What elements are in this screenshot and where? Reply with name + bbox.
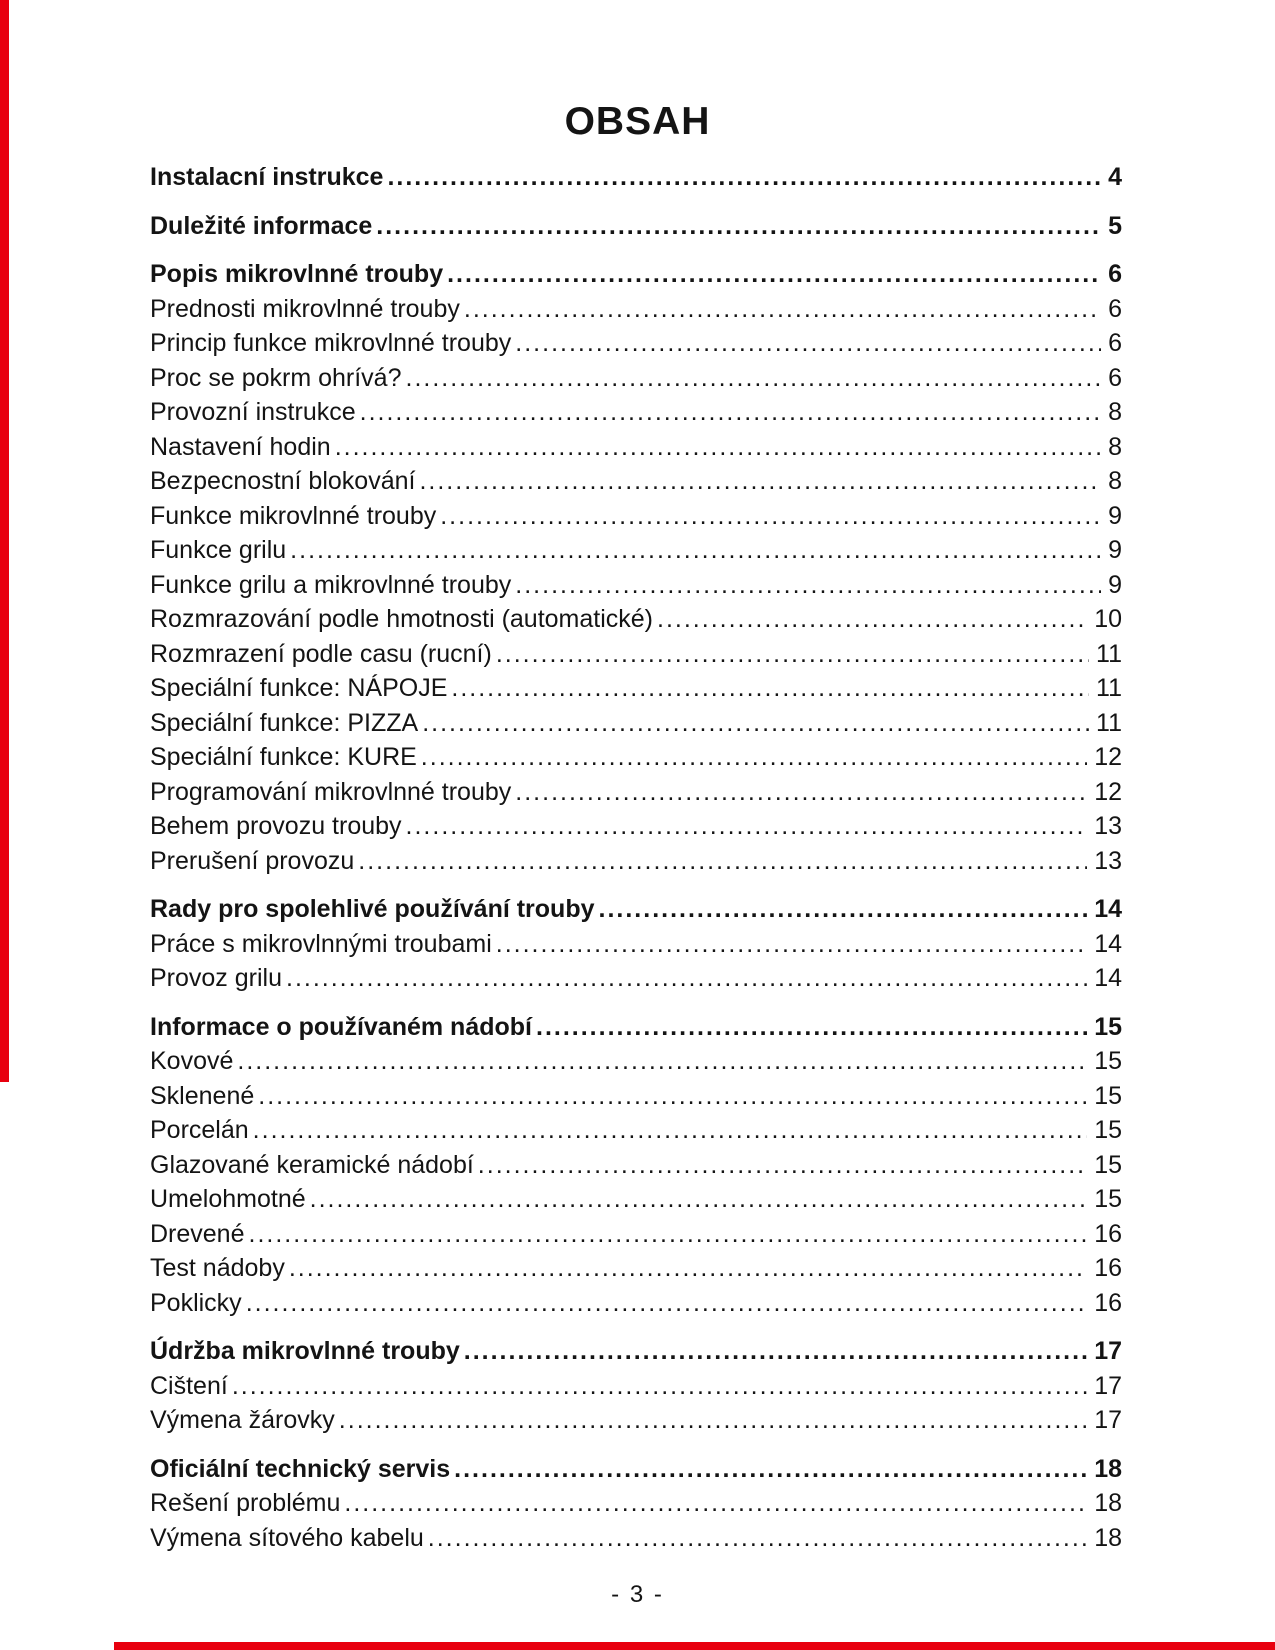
toc-entry-page-number: 11 bbox=[1096, 639, 1122, 668]
toc-entry-label: Údržba mikrovlnné trouby bbox=[150, 1337, 460, 1365]
page-title: OBSAH bbox=[564, 100, 711, 144]
toc-entry-page-number: 18 bbox=[1094, 1489, 1122, 1517]
toc-entry bbox=[150, 1452, 1122, 1487]
toc-entry bbox=[150, 209, 1122, 244]
toc-entry-page-number: 14 bbox=[1094, 895, 1122, 923]
toc-entry-page-number: 6 bbox=[1108, 329, 1122, 357]
toc-entry-label: Drevené bbox=[150, 1219, 245, 1248]
toc-entry bbox=[150, 1148, 1122, 1183]
toc-entry-page-number: 12 bbox=[1094, 777, 1122, 806]
toc-entry bbox=[150, 1369, 1122, 1404]
toc-entry bbox=[150, 1113, 1122, 1148]
toc-entry-label: Programování mikrovlnné trouby bbox=[150, 777, 512, 806]
toc-entry-page-number: 18 bbox=[1094, 1454, 1122, 1483]
toc-entry-dot-leader bbox=[415, 464, 1101, 499]
toc-entry-label: Rozmrazování podle hmotnosti (automatické) bbox=[150, 605, 654, 633]
toc-entry-dot-leader bbox=[245, 1217, 1088, 1252]
toc-entry-dot-leader bbox=[492, 927, 1087, 962]
toc-entry bbox=[150, 1217, 1122, 1252]
toc-entry-dot-leader bbox=[282, 961, 1087, 996]
toc-entry-dot-leader bbox=[402, 361, 1102, 396]
toc-entry-label: Oficiální technický servis bbox=[150, 1454, 451, 1483]
toc-entry-page-number: 15 bbox=[1094, 1150, 1122, 1179]
toc-entry-page-number: 12 bbox=[1094, 743, 1122, 771]
toc-entry-label: Provoz grilu bbox=[150, 964, 282, 992]
toc-entry bbox=[150, 1010, 1122, 1045]
toc-entry-page-number: 18 bbox=[1094, 1523, 1122, 1552]
toc-entry-label: Poklicky bbox=[150, 1288, 242, 1317]
toc-entry bbox=[150, 568, 1122, 603]
toc-entry-page-number: 6 bbox=[1108, 363, 1122, 392]
toc-entry bbox=[150, 844, 1122, 879]
toc-entry bbox=[150, 637, 1122, 672]
toc-entry-dot-leader bbox=[331, 430, 1101, 465]
page-number-footer: - 3 - bbox=[611, 1581, 664, 1608]
toc-entry-dot-leader bbox=[474, 1148, 1087, 1183]
toc-entry-page-number: 16 bbox=[1094, 1288, 1122, 1317]
toc-entry-page-number: 14 bbox=[1094, 929, 1122, 958]
toc-entry-label: Duležité informace bbox=[150, 211, 373, 240]
toc-entry bbox=[150, 961, 1122, 996]
toc-entry-page-number: 5 bbox=[1108, 211, 1122, 240]
toc-entry bbox=[150, 499, 1122, 534]
toc-entry-dot-leader bbox=[306, 1182, 1088, 1217]
toc-entry bbox=[150, 775, 1122, 810]
toc-entry bbox=[150, 1403, 1122, 1438]
toc-entry-label: Provozní instrukce bbox=[150, 398, 356, 426]
toc-entry-dot-leader bbox=[424, 1521, 1087, 1556]
toc-entry-label: Funkce grilu bbox=[150, 536, 287, 564]
toc-entry-page-number: 13 bbox=[1094, 812, 1122, 840]
toc-entry-label: Prerušení provozu bbox=[150, 846, 355, 875]
toc-entry-dot-leader bbox=[511, 775, 1087, 810]
toc-entry-dot-leader bbox=[532, 1010, 1087, 1045]
toc-entry bbox=[150, 1251, 1122, 1286]
toc-entry-page-number: 14 bbox=[1094, 964, 1122, 992]
toc-entry bbox=[150, 671, 1122, 706]
toc-entry-label: Bezpecnostní blokování bbox=[150, 467, 416, 495]
toc-entry-page-number: 15 bbox=[1094, 1185, 1122, 1213]
toc-entry-dot-leader bbox=[460, 1334, 1087, 1369]
toc-entry-dot-leader bbox=[249, 1113, 1088, 1148]
toc-entry-dot-leader bbox=[356, 395, 1101, 430]
toc-entry-dot-leader bbox=[447, 671, 1089, 706]
toc-entry-dot-leader bbox=[254, 1079, 1087, 1114]
toc-entry-label: Práce s mikrovlnnými troubami bbox=[150, 929, 492, 958]
toc-entry-page-number: 9 bbox=[1108, 536, 1122, 564]
toc-entry-label: Cištení bbox=[150, 1371, 228, 1400]
toc-entry-dot-leader bbox=[383, 160, 1101, 195]
scan-edge-mark-left bbox=[0, 0, 9, 1082]
toc-entry bbox=[150, 257, 1122, 292]
toc-entry-label: Glazované keramické nádobí bbox=[150, 1150, 474, 1179]
toc-entry bbox=[150, 430, 1122, 465]
toc-entry-dot-leader bbox=[418, 706, 1089, 741]
toc-entry-label: Výmena sítového kabelu bbox=[150, 1523, 424, 1552]
toc-entry bbox=[150, 395, 1122, 430]
toc-entry-label: Informace o používaném nádobí bbox=[150, 1012, 532, 1041]
scan-edge-mark-bottom bbox=[114, 1642, 1275, 1650]
toc-entry-label: Rozmrazení podle casu (rucní) bbox=[150, 639, 492, 668]
toc-entry-dot-leader bbox=[354, 844, 1087, 879]
toc-entry-page-number: 15 bbox=[1094, 1116, 1122, 1144]
toc-entry-label: Funkce grilu a mikrovlnné trouby bbox=[150, 570, 512, 599]
toc-entry bbox=[150, 1044, 1122, 1079]
toc-entry-dot-leader bbox=[242, 1286, 1088, 1321]
toc-entry-dot-leader bbox=[492, 637, 1089, 672]
toc-entry-page-number: 9 bbox=[1108, 570, 1122, 599]
toc-entry-dot-leader bbox=[233, 1044, 1087, 1079]
toc-entry-dot-leader bbox=[436, 499, 1101, 534]
toc-entry-page-number: 15 bbox=[1094, 1081, 1122, 1110]
toc-entry bbox=[150, 1521, 1122, 1556]
toc-entry bbox=[150, 533, 1122, 568]
toc-entry-label: Behem provozu trouby bbox=[150, 812, 402, 840]
toc-entry-dot-leader bbox=[653, 602, 1087, 637]
toc-entry-page-number: 8 bbox=[1108, 398, 1122, 426]
toc-entry-page-number: 17 bbox=[1094, 1371, 1122, 1400]
toc-entry bbox=[150, 809, 1122, 844]
toc-entry-dot-leader bbox=[417, 740, 1087, 775]
toc-entry-page-number: 8 bbox=[1108, 467, 1122, 495]
toc-entry bbox=[150, 1286, 1122, 1321]
toc-entry-label: Test nádoby bbox=[150, 1254, 285, 1282]
toc-entry bbox=[150, 326, 1122, 361]
toc-entry bbox=[150, 740, 1122, 775]
toc-entry-page-number: 6 bbox=[1108, 294, 1122, 323]
toc-entry-dot-leader bbox=[372, 209, 1101, 244]
toc-entry-page-number: 4 bbox=[1108, 163, 1122, 191]
toc-list bbox=[150, 146, 1122, 1555]
toc-entry-label: Nastavení hodin bbox=[150, 432, 331, 461]
toc-entry-page-number: 11 bbox=[1096, 708, 1122, 737]
toc-entry-label: Proc se pokrm ohrívá? bbox=[150, 363, 402, 392]
toc-entry bbox=[150, 706, 1122, 741]
toc-entry-label: Speciální funkce: NÁPOJE bbox=[150, 674, 448, 702]
toc-entry-dot-leader bbox=[285, 1251, 1087, 1286]
toc-entry-dot-leader bbox=[595, 892, 1088, 927]
toc-entry-label: Umelohmotné bbox=[150, 1185, 306, 1213]
toc-entry bbox=[150, 361, 1122, 396]
toc-entry bbox=[150, 1182, 1122, 1217]
toc-entry-page-number: 9 bbox=[1108, 501, 1122, 530]
toc-entry-page-number: 10 bbox=[1094, 605, 1122, 633]
toc-entry-dot-leader bbox=[460, 292, 1101, 327]
toc-entry-label: Výmena žárovky bbox=[150, 1406, 335, 1434]
toc-entry bbox=[150, 292, 1122, 327]
toc-entry bbox=[150, 927, 1122, 962]
toc-entry-label: Porcelán bbox=[150, 1116, 249, 1144]
toc-entry-dot-leader bbox=[511, 568, 1101, 603]
toc-entry-label: Princip funkce mikrovlnné trouby bbox=[150, 329, 512, 357]
toc-entry-dot-leader bbox=[450, 1452, 1087, 1487]
toc-entry bbox=[150, 160, 1122, 195]
toc-entry-dot-leader bbox=[443, 257, 1101, 292]
toc-entry bbox=[150, 464, 1122, 499]
toc-entry-dot-leader bbox=[511, 326, 1101, 361]
toc-entry-page-number: 17 bbox=[1094, 1337, 1122, 1365]
toc-entry-page-number: 16 bbox=[1094, 1254, 1122, 1282]
toc-entry-label: Rady pro spolehlivé používání trouby bbox=[150, 895, 595, 923]
toc-entry-page-number: 16 bbox=[1094, 1219, 1122, 1248]
toc-entry-dot-leader bbox=[402, 809, 1088, 844]
toc-entry-label: Funkce mikrovlnné trouby bbox=[150, 501, 437, 530]
toc-entry-page-number: 13 bbox=[1094, 846, 1122, 875]
toc-entry-page-number: 17 bbox=[1094, 1406, 1122, 1434]
toc-entry-page-number: 8 bbox=[1108, 432, 1122, 461]
toc-entry bbox=[150, 1334, 1122, 1369]
toc-entry-label: Popis mikrovlnné trouby bbox=[150, 260, 444, 288]
toc-entry-dot-leader bbox=[340, 1486, 1087, 1521]
toc-entry-label: Instalacní instrukce bbox=[150, 163, 384, 191]
toc-entry-label: Speciální funkce: KURE bbox=[150, 743, 417, 771]
toc-entry-label: Kovové bbox=[150, 1047, 234, 1075]
toc-entry-label: Sklenené bbox=[150, 1081, 255, 1110]
toc-entry bbox=[150, 1079, 1122, 1114]
toc-entry-label: Prednosti mikrovlnné trouby bbox=[150, 294, 460, 323]
toc-entry-page-number: 15 bbox=[1094, 1012, 1122, 1041]
toc-entry bbox=[150, 1486, 1122, 1521]
toc-entry bbox=[150, 602, 1122, 637]
toc-entry-dot-leader bbox=[335, 1403, 1087, 1438]
toc-entry-label: Speciální funkce: PIZZA bbox=[150, 708, 419, 737]
toc-entry-label: Rešení problému bbox=[150, 1489, 341, 1517]
toc-entry-page-number: 15 bbox=[1094, 1047, 1122, 1075]
toc-entry-page-number: 11 bbox=[1096, 674, 1122, 702]
toc-entry-page-number: 6 bbox=[1108, 260, 1122, 288]
toc-entry-dot-leader bbox=[228, 1369, 1087, 1404]
toc-entry-dot-leader bbox=[286, 533, 1101, 568]
toc-entry bbox=[150, 892, 1122, 927]
